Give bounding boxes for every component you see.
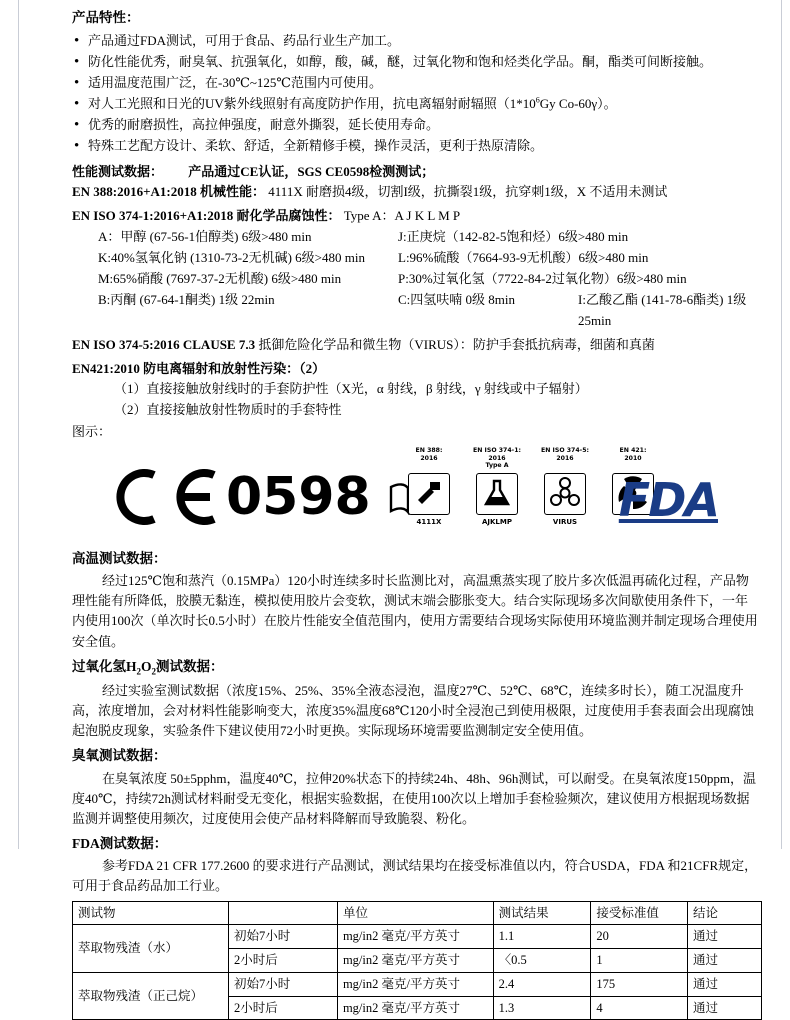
chemical-left: M:65%硝酸 (7697-37-2无机酸) 6级>480 min <box>98 271 342 287</box>
ce-mark-group <box>110 465 429 529</box>
cell-conclusion: 通过 <box>688 996 762 1020</box>
en374-chemicals <box>72 226 760 331</box>
chemical-row <box>98 226 760 247</box>
en388-row <box>72 182 760 202</box>
chemical-left: K:40%氢氧化钠 (1310-73-2无机碱) 6级>480 min <box>98 250 365 265</box>
chemical-right: J:正庚烷（142-82-5饱和烃）6级>480 min <box>398 228 629 244</box>
cell-unit: mg/in2 毫克/平方英寸 <box>337 972 493 996</box>
en388-value: 4111X 耐磨损4级，切割I级，抗撕裂1级，抗穿刺1级，X 不适用未测试 <box>268 183 668 199</box>
column-header-conclusion: 结论 <box>688 901 762 925</box>
biohazard-icon <box>544 473 586 515</box>
erlenmeyer-flask-icon <box>476 473 518 515</box>
pictogram-caption: VIRUS <box>552 517 578 526</box>
pictogram-header: EN ISO 374-5: 2016 <box>541 446 589 462</box>
cell-time: 初始7小时 <box>228 925 337 949</box>
ce-logo-icon <box>110 465 222 529</box>
feature-text-pre: 对人工光照和日光的UV紫外线照射有高度防护作用，抗电离辐射耐辐照（1*10 <box>88 96 536 112</box>
en374-5-row <box>72 335 760 355</box>
chemical-right: L:96%硫酸（7664-93-9无机酸）6级>480 min <box>398 250 649 265</box>
pictogram-header: EN 421: 2010 <box>619 446 647 462</box>
en388-standard: EN 388:2016+A1:2018 <box>72 183 197 199</box>
chemical-row <box>98 289 760 331</box>
features-heading: 产品特性： <box>72 10 140 25</box>
table-header <box>73 901 762 925</box>
en374-row <box>72 206 760 226</box>
fda-test-section <box>72 834 760 1020</box>
pictogram-en388 <box>402 447 456 526</box>
cell-accept: 20 <box>591 925 688 949</box>
cell-accept: 175 <box>591 972 688 996</box>
pictogram-en374-1 <box>470 447 524 526</box>
high-temperature-heading: 高温测试数据： <box>72 550 167 566</box>
en374-5-value: 抵御危险化学品和微生物（VIRUS）：防护手套抵抗病毒，细菌和真菌 <box>258 337 655 353</box>
list-item: • 防化性能优秀，耐臭氧、抗强氧化，如醇，酸，碱，醚，过氧化物和饱和烃类化学品。酮，酯类可间断接触。 <box>72 51 760 72</box>
diagram-label: 图示： <box>72 423 112 439</box>
en421-item: （2）直接接触放射性物质时的手套特性 <box>114 401 342 417</box>
cell-conclusion: 通过 <box>688 925 762 949</box>
table-body <box>73 925 762 1020</box>
hydrogen-peroxide-body: 经过实验室测试数据（浓度15%、25%、35%全液态浸泡，温度27℃、52℃、68℃，连续多时长），随工况温度升高，浓度增加，会对材料性能影响变大，浓度35%温度68℃120小时全浸泡己到使用极限，过度使用手套表面会出现腐蚀起泡脱皮现象，实验条件下建议使用72小时更换。实际现场环境需要监测制定安全使用值。 <box>72 682 754 739</box>
certification-logos <box>72 447 760 543</box>
product-features-section <box>72 8 760 157</box>
cell-unit: mg/in2 毫克/平方英寸 <box>337 949 493 973</box>
pictogram-caption: 4111X <box>416 517 442 526</box>
en421-standard: EN421:2010 <box>72 361 140 377</box>
performance-subheading: 产品通过CE认证，SGS CE0598检测测试； <box>188 163 435 179</box>
cell-item: 萃取物残渣（正己烷） <box>73 972 229 1020</box>
column-header-time <box>228 901 337 925</box>
performance-heading: 性能测试数据： <box>72 163 164 179</box>
chemical-left: A：甲醇 (67-56-1伯醇类) 6级>480 min <box>98 228 312 244</box>
cell-unit: mg/in2 毫克/平方英寸 <box>337 925 493 949</box>
cell-accept: 4 <box>591 996 688 1020</box>
high-temperature-section <box>72 549 760 652</box>
cell-time: 2小时后 <box>228 949 337 973</box>
en374-label: 耐化学品腐蚀性： <box>236 207 341 223</box>
fda-logo: FDA <box>618 472 718 527</box>
list-item: • 优秀的耐磨损性，高拉伸强度，耐意外撕裂，延长使用寿命。 <box>72 114 760 135</box>
ozone-heading: 臭氧测试数据： <box>72 748 167 764</box>
performance-heading-row <box>72 162 760 182</box>
en374-5-standard: EN ISO 374-5:2016 CLAUSE 7.3 <box>72 337 256 353</box>
pictogram-en374-5 <box>538 447 592 526</box>
ce-notified-body-number: 0598 <box>226 466 371 527</box>
pictogram-caption: AJKLMP <box>481 517 512 526</box>
chemical-middle: C:四氢呋喃 0级 8min <box>398 292 516 308</box>
cell-item: 萃取物残渣（水） <box>73 925 229 973</box>
list-item: • 适用温度范围广泛，在-30℃~125℃范围内可使用。 <box>72 72 760 93</box>
cell-result: 1.1 <box>493 925 591 949</box>
column-header-item: 测试物 <box>73 901 229 925</box>
table-row <box>73 925 762 949</box>
fda-test-body: 参考FDA 21 CFR 177.2600 的要求进行产品测试，测试结果均在接受标准值以内，符合USDA，FDA 和21CFR规定，可用于食品药品加工行业。 <box>72 858 758 894</box>
chemical-row <box>98 247 760 268</box>
ozone-body: 在臭氧浓度 50±5pphm，温度40℃，拉伸20%状态下的持续24h、48h、96h测试，可以耐受。在臭氧浓度150ppm，温度40℃，持续72h测试材料耐受无变化，根据实验数据，在使用100次以上增加手套检验频次，建议使用方根据现场数据监测并调整使用频次，过度使用会使产品材料降解而导致脆裂、粉化。 <box>72 770 756 826</box>
en421-row <box>72 359 760 379</box>
pictogram-header: EN 388: 2016 <box>415 446 443 462</box>
ozone-section <box>72 746 760 829</box>
list-item <box>72 93 760 114</box>
en421-items <box>72 379 760 419</box>
feature-text-post: Gy Co-60γ）。 <box>539 96 617 112</box>
en421-item: （1）直接接触放射线时的手套防护性（X光，α 射线，β 射线，γ 射线或中子辐射） <box>114 381 588 397</box>
features-list <box>72 30 760 156</box>
column-header-unit: 单位 <box>337 901 493 925</box>
en421-value: 防电离辐射和放射性污染：（2） <box>143 361 326 377</box>
performance-section <box>72 162 760 442</box>
cell-time: 2小时后 <box>228 996 337 1020</box>
table-header-row <box>73 901 762 925</box>
cell-result: 1.3 <box>493 996 591 1020</box>
hydrogen-peroxide-heading: 过氧化氢$H_2O_2$测试数据： <box>72 658 224 677</box>
cell-result: 2.4 <box>493 972 591 996</box>
fda-test-heading: FDA测试数据： <box>72 835 168 851</box>
en374-value: Type A：A J K L M P <box>343 207 461 223</box>
chemical-left: B:丙酮 (67-64-1酮类) 1级 22min <box>98 292 275 308</box>
hydrogen-peroxide-section <box>72 657 760 742</box>
hammer-icon <box>408 473 450 515</box>
chemical-row <box>98 268 760 289</box>
cell-time: 初始7小时 <box>228 972 337 996</box>
list-item: • 产品通过FDA测试，可用于食品、药品行业生产加工。 <box>72 30 760 51</box>
feature-exponent: 6 <box>535 96 540 106</box>
chemical-right: P:30%过氧化氢（7722-84-2过氧化物）6级>480 min <box>398 271 687 287</box>
en388-label: 机械性能： <box>200 183 266 199</box>
cell-conclusion: 通过 <box>688 972 762 996</box>
pictogram-header: EN ISO 374-1: 2016 Type A <box>473 446 521 470</box>
fda-results-table <box>72 901 762 1020</box>
cell-conclusion: 通过 <box>688 949 762 973</box>
chemical-extra: I:乙酸乙酯 (141-78-6酯类) 1级 25min <box>578 292 747 329</box>
en374-standard: EN ISO 374-1:2016+A1:2018 <box>72 207 234 223</box>
column-header-accept: 接受标准值 <box>591 901 688 925</box>
cell-accept: 1 <box>591 949 688 973</box>
high-temperature-body: 经过125℃饱和蒸汽（0.15MPa）120小时连续多时长监测比对，高温熏蒸实现了胶片多次低温再硫化过程，产品物理性能有所降低，胶膜无黏连，模拟使用胶片会变软，测试末端会膨胀变大。结合实际现场多次间歇使用条件下，一年内使用100次（单次时长0.5小时）在胶片性能安全值范围内，使用方需要结合现场实际使用环境监测并制定现场合理使用安全值。 <box>72 573 758 649</box>
table-row <box>73 972 762 996</box>
cell-result: 〈0.5 <box>493 949 591 973</box>
cell-unit: mg/in2 毫克/平方英寸 <box>337 996 493 1020</box>
column-header-result: 测试结果 <box>493 901 591 925</box>
list-item: • 特殊工艺配方设计、柔软、舒适，全新精修手模，操作灵活，更利于热原清除。 <box>72 135 760 156</box>
